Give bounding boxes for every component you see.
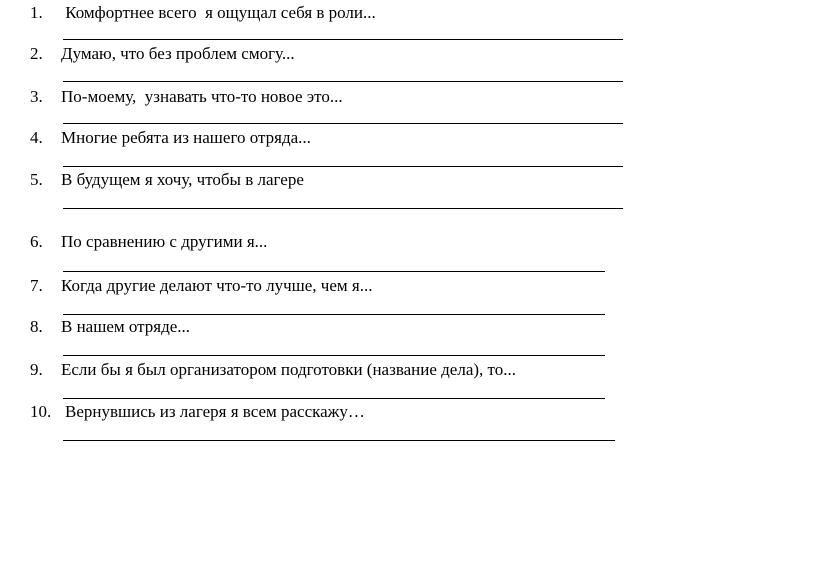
answer-line-8[interactable] [63,355,605,356]
answer-line-5[interactable] [63,208,623,209]
question-number: 2. [30,44,43,63]
question-number: 4. [30,128,43,147]
answer-line-3[interactable] [63,123,623,124]
question-text: Комфортнее всего я ощущал себя в роли... [61,3,376,22]
answer-line-9[interactable] [63,398,605,399]
question-number: 5. [30,170,43,189]
question-text: Когда другие делают что-то лучше, чем я... [61,276,373,295]
question-number: 1. [30,3,43,22]
question-text: Вернувшись из лагеря я всем расскажу… [65,402,365,421]
answer-line-2[interactable] [63,81,623,82]
answer-line-7[interactable] [63,314,605,315]
answer-line-6[interactable] [63,271,605,272]
question-number: 6. [30,232,43,251]
question-text: В нашем отряде... [61,317,191,336]
question-number: 3. [30,87,43,106]
answer-line-1[interactable] [63,39,623,40]
question-text: По-моему, узнавать что-то новое это... [61,87,343,106]
question-text: В будущем я хочу, чтобы в лагере [61,170,304,189]
question-text: По сравнению с другими я... [61,232,268,251]
question-text: Если бы я был организатором подготовки (название дела), то... [61,360,516,379]
question-text: Думаю, что без проблем смогу... [61,44,295,63]
question-number: 7. [30,276,43,295]
question-number: 9. [30,360,43,379]
answer-line-4[interactable] [63,166,623,167]
answer-line-10[interactable] [63,440,615,441]
question-text: Многие ребята из нашего отряда... [61,128,311,147]
question-number: 10. [30,402,52,421]
question-number: 8. [30,317,43,336]
